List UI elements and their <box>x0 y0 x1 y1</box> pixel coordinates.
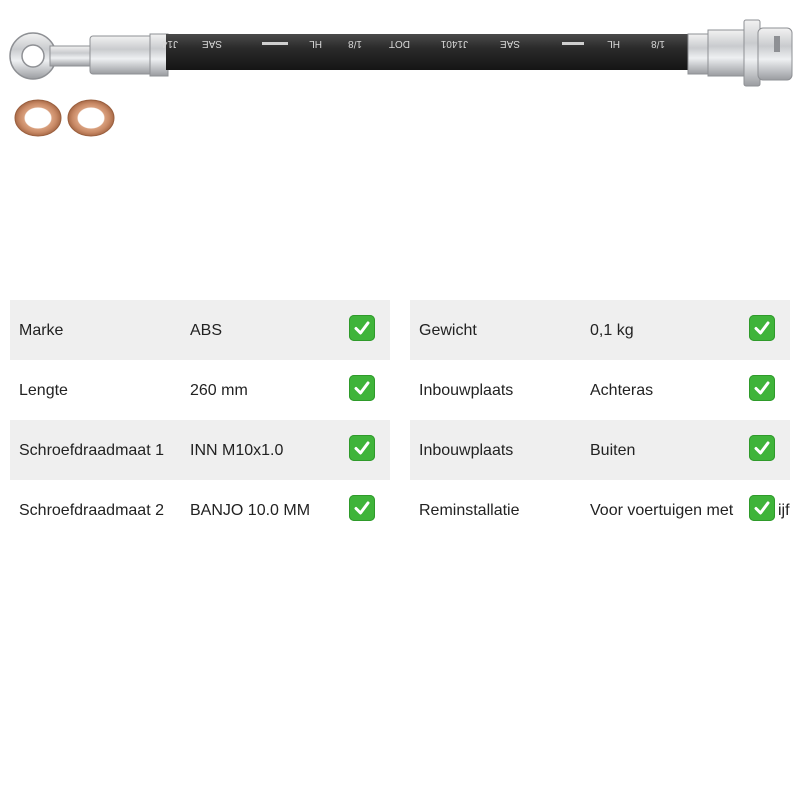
spec-table-right <box>410 300 790 540</box>
check-icon <box>349 375 375 401</box>
spec-value: Voor voertuigen met <box>590 502 734 519</box>
spec-value: ABS <box>190 322 223 339</box>
check-icon <box>749 495 775 521</box>
spec-row <box>10 420 390 480</box>
hose-print-text: HL <box>607 38 620 49</box>
hose-print-text: J1401 <box>440 38 468 49</box>
spec-value: 260 mm <box>190 382 248 399</box>
hose-print-text: 1/8 <box>348 38 362 49</box>
right-fitting <box>688 20 792 86</box>
spec-table-left <box>10 300 390 540</box>
spec-value: INN M10x1.0 <box>190 442 284 459</box>
spec-value: Buiten <box>590 442 636 459</box>
hose-print-text: SAE <box>201 38 222 49</box>
spec-row <box>10 480 390 540</box>
check-icon <box>349 435 375 461</box>
check-icon <box>749 375 775 401</box>
banjo-eye <box>10 33 92 79</box>
spec-label: Inbouwplaats <box>419 382 514 399</box>
spec-row <box>10 360 390 420</box>
spec-label: Marke <box>19 322 64 339</box>
spec-row <box>10 300 390 360</box>
spec-label: Lengte <box>19 382 68 399</box>
spec-label: Inbouwplaats <box>419 442 514 459</box>
spec-label: Schroefdraadmaat 2 <box>19 502 164 519</box>
hose-print-text: 1/8 <box>651 38 665 49</box>
spec-row <box>410 420 790 480</box>
spec-label: Schroefdraadmaat 1 <box>19 442 164 459</box>
check-icon <box>749 435 775 461</box>
check-icon <box>749 315 775 341</box>
brake-hose-image <box>0 0 800 150</box>
spec-row <box>410 480 790 540</box>
spec-label: Reminstallatie <box>419 502 520 519</box>
spec-row <box>410 360 790 420</box>
check-icon <box>349 315 375 341</box>
hose-print-text: HL <box>309 38 322 49</box>
spec-value-overflow: ijf <box>778 502 790 519</box>
check-icon <box>349 495 375 521</box>
hose-print-text: J14 <box>161 38 178 49</box>
spec-label: Gewicht <box>419 322 477 339</box>
hose-print-text: SAE <box>499 38 520 49</box>
spec-value: BANJO 10.0 MM <box>190 502 311 519</box>
left-ferrule <box>90 34 168 76</box>
spec-row <box>410 300 790 360</box>
spec-value: Achteras <box>590 382 654 399</box>
hose-print-text: DOT <box>388 38 410 49</box>
spec-value: 0,1 kg <box>590 322 634 339</box>
copper-washers <box>15 100 114 136</box>
